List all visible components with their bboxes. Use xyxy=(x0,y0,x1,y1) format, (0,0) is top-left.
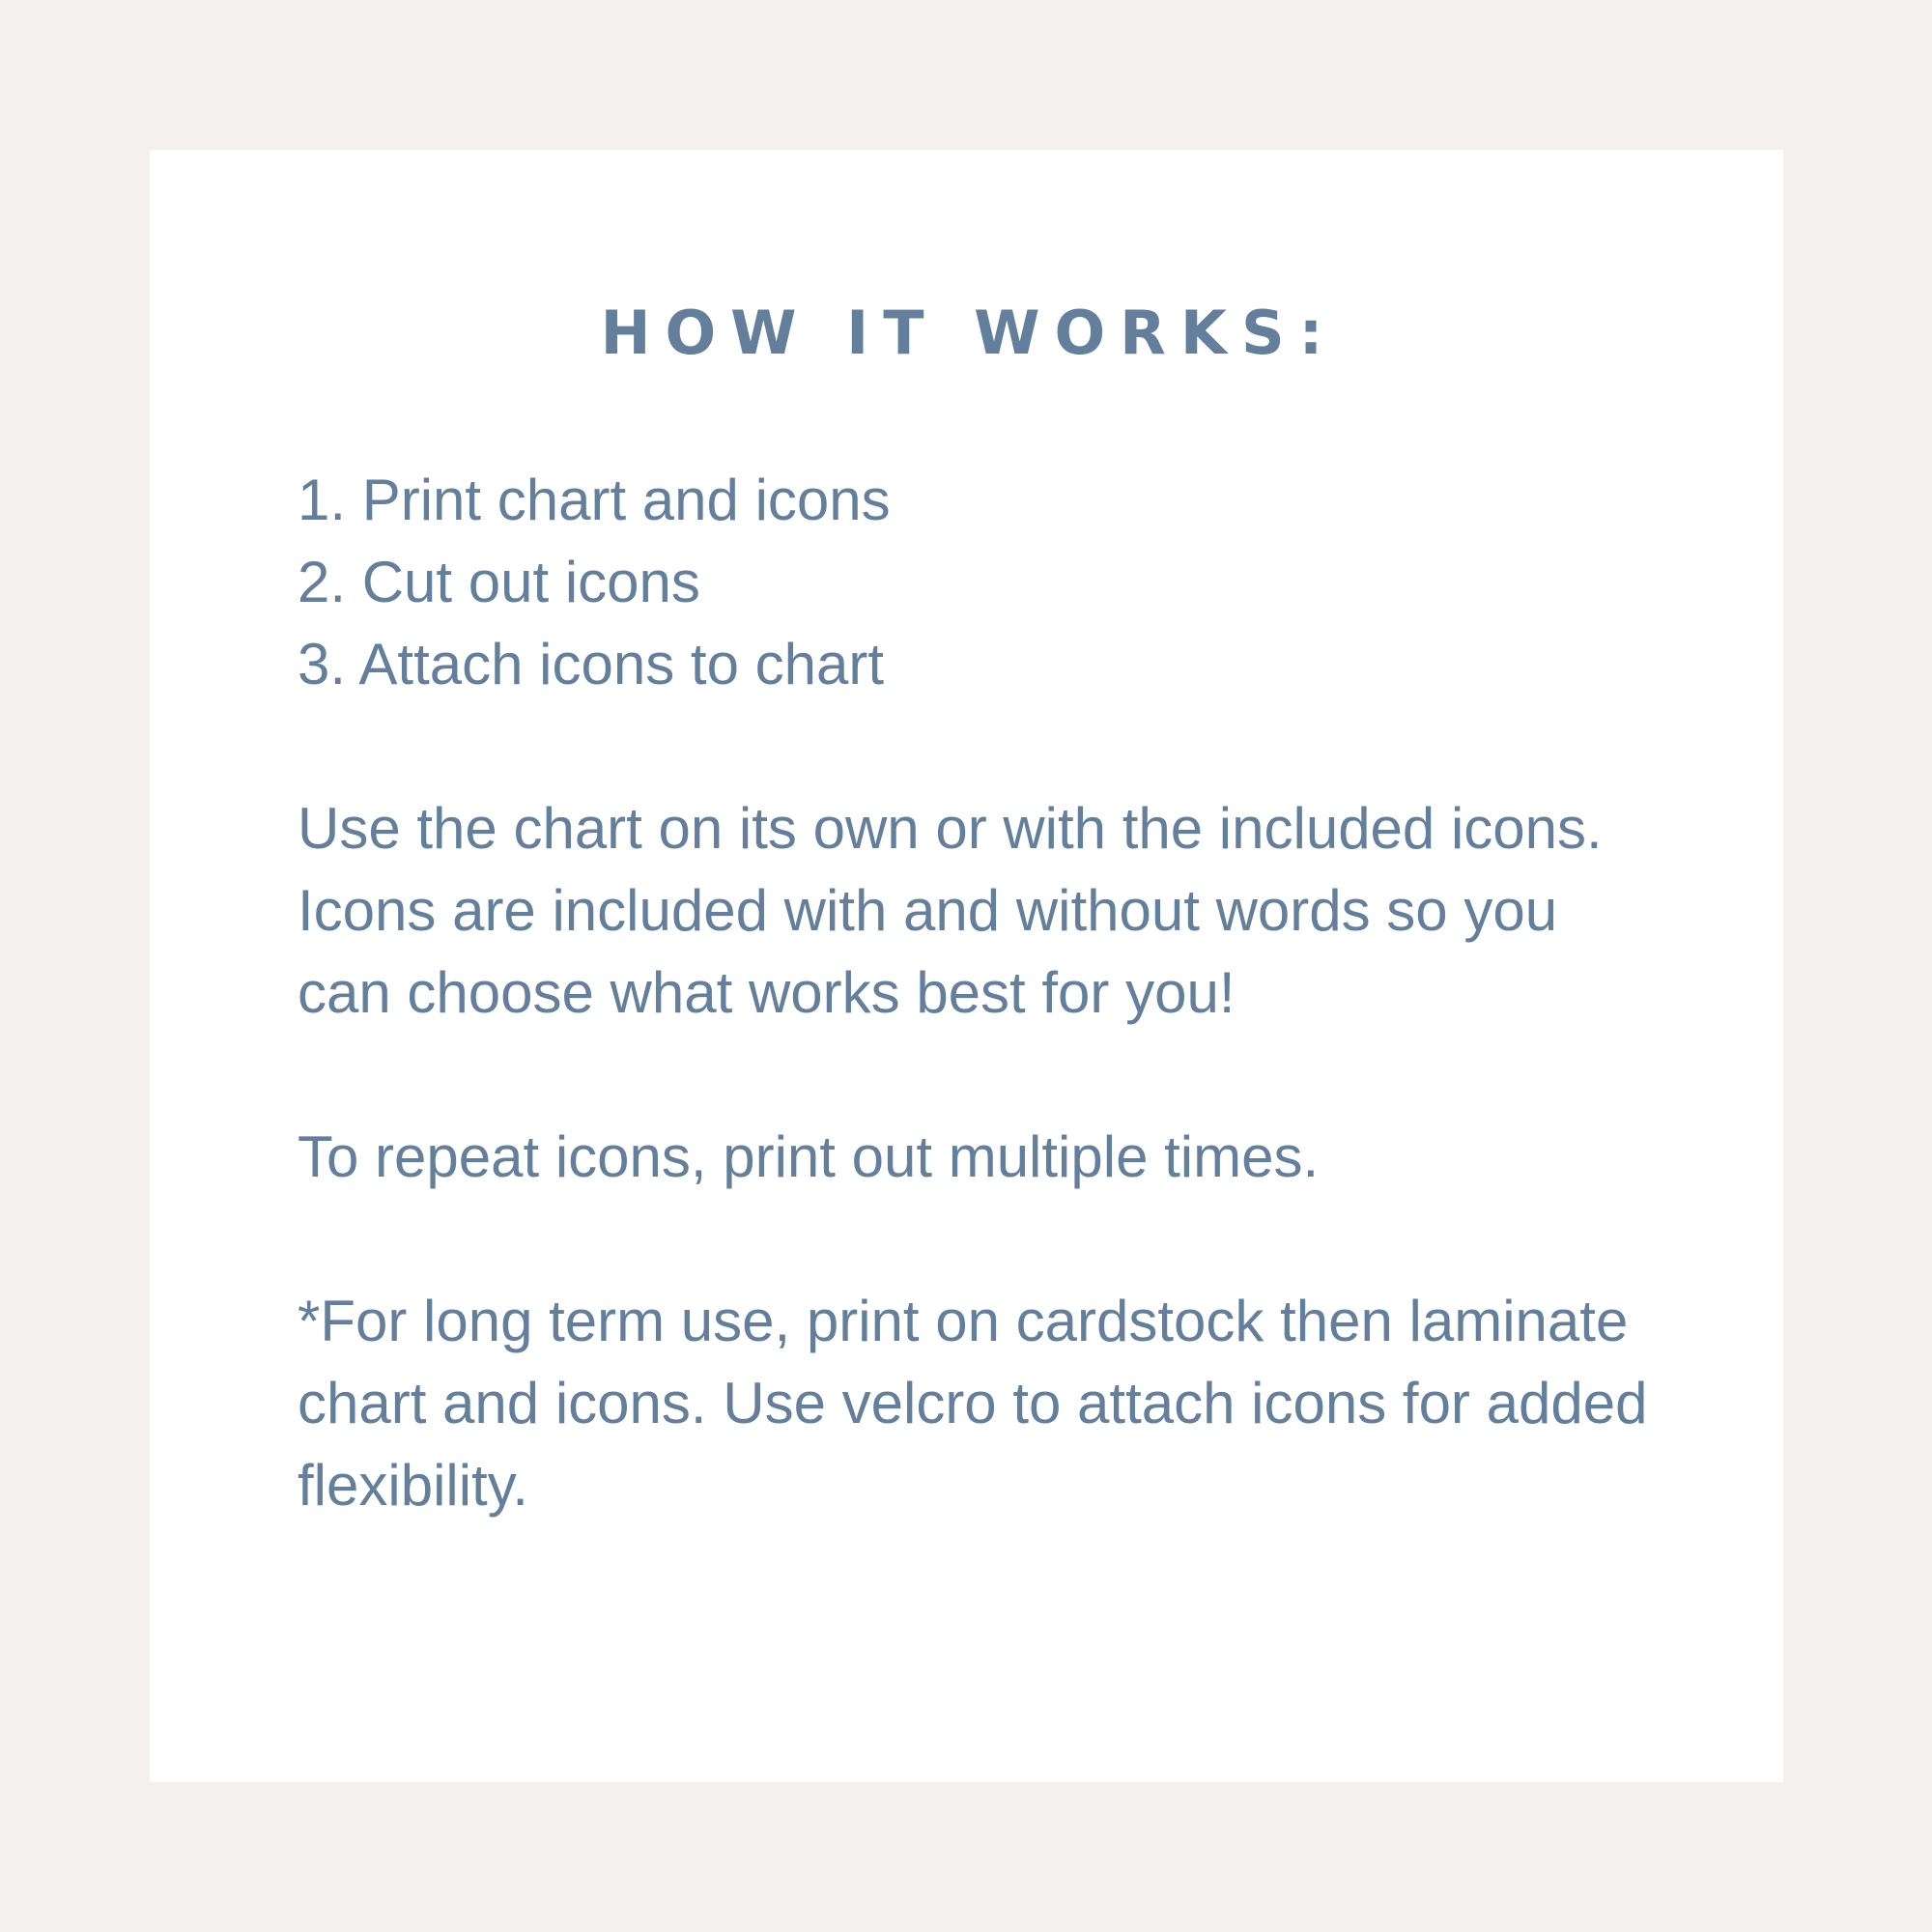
long-term-paragraph: *For long term use, print on cardstock then laminate chart and icons. Use velcro to attach icons for added flexibility. xyxy=(298,1289,1648,1518)
usage-paragraph: Use the chart on its own or with the included icons. Icons are included with and without words so you can choose what works best for you! xyxy=(298,796,1603,1025)
step-item-1: 1. Print chart and icons xyxy=(298,468,891,532)
repeat-paragraph: To repeat icons, print out multiple times. xyxy=(298,1124,1320,1189)
page-title: HOW IT WORKS: xyxy=(600,298,1338,368)
step-item-2: 2. Cut out icons xyxy=(298,550,700,614)
steps-list xyxy=(298,459,1650,705)
step-item-3: 3. Attach icons to chart xyxy=(298,632,885,696)
instructions-content xyxy=(298,459,1650,1526)
